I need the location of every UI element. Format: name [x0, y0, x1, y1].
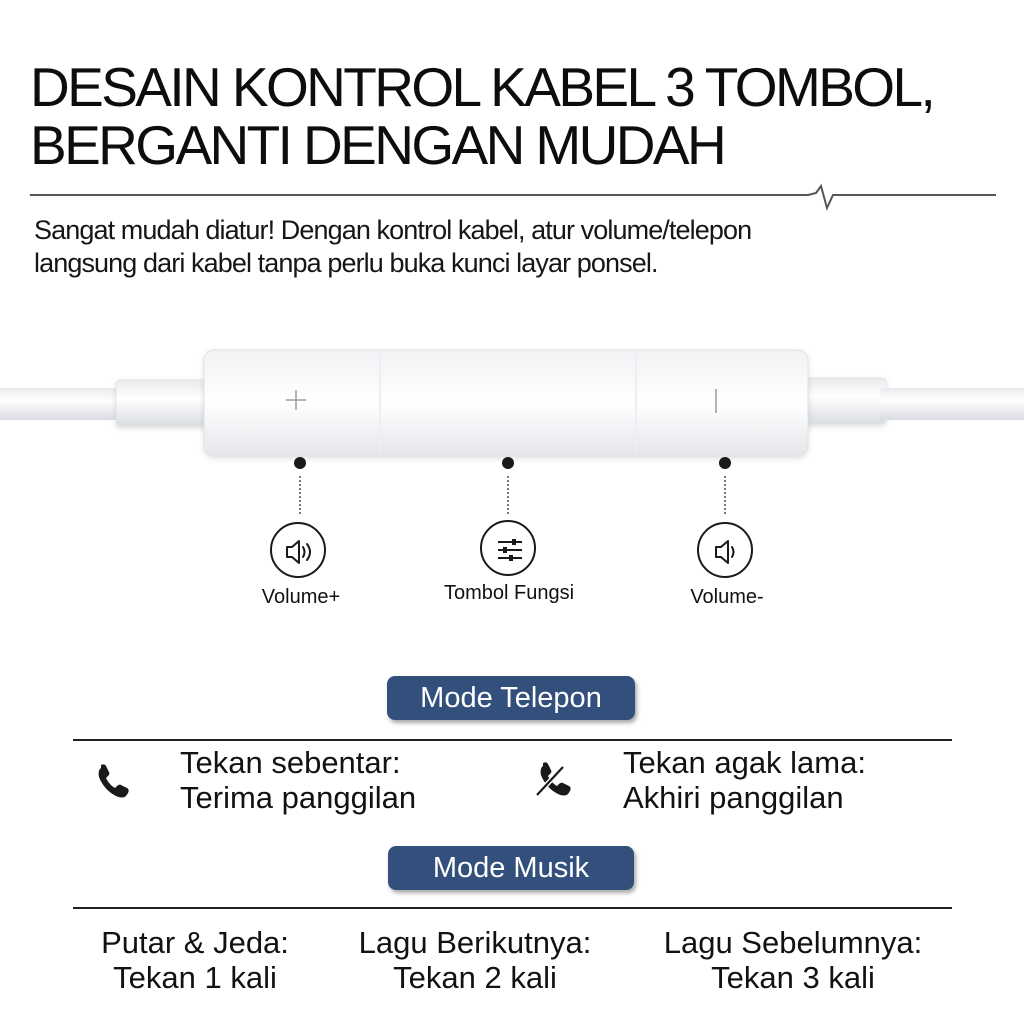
music-mode-divider [73, 907, 952, 909]
pointer-line-volume-down [724, 476, 728, 514]
music-prev-track-line-1: Lagu Sebelumnya: [663, 925, 923, 960]
music-next-track-line-1: Lagu Berikutnya: [358, 925, 592, 960]
label-volume-up: Volume+ [261, 586, 341, 608]
phone-mode-title: Mode Telepon [387, 676, 635, 720]
page-title [30, 58, 1010, 174]
phone-short-press-line-1: Tekan sebentar: [180, 745, 401, 780]
cable-remote-illustration [0, 340, 1024, 470]
music-mode-title: Mode Musik [388, 846, 634, 890]
title-line-1: DESAIN KONTROL KABEL 3 TOMBOL, [30, 56, 934, 118]
music-play-pause-text [60, 925, 330, 995]
phone-icon [92, 760, 132, 800]
label-function-button: Tombol Fungsi [443, 582, 575, 604]
pointer-dot-volume-up [294, 457, 306, 469]
music-next-track-line-2: Tekan 2 kali [393, 960, 557, 995]
phone-long-press-text [623, 745, 866, 815]
phone-hangup-icon [533, 757, 577, 801]
phone-mode-divider [73, 739, 952, 741]
pointer-dot-volume-down [719, 457, 731, 469]
music-play-pause-line-1: Putar & Jeda: [101, 925, 289, 960]
pointer-dot-function [502, 457, 514, 469]
music-play-pause-line-2: Tekan 1 kali [113, 960, 277, 995]
volume-down-icon [697, 522, 753, 578]
phone-long-press-line-1: Tekan agak lama: [623, 745, 866, 780]
music-next-track-text [335, 925, 615, 995]
sliders-icon [480, 520, 536, 576]
music-prev-track-text [640, 925, 946, 995]
intro-line-1: Sangat mudah diatur! Dengan kontrol kabel, atur volume/telepon [34, 215, 752, 245]
volume-up-icon [270, 522, 326, 578]
music-prev-track-line-2: Tekan 3 kali [711, 960, 875, 995]
intro-line-2: langsung dari kabel tanpa perlu buka kunci layar ponsel. [34, 248, 658, 278]
intro-text [34, 214, 994, 280]
pointer-line-function [507, 476, 511, 514]
title-line-2: BERGANTI DENGAN MUDAH [30, 114, 725, 176]
pointer-line-volume-up [299, 476, 303, 514]
phone-short-press-text [180, 745, 416, 815]
phone-short-press-line-2: Terima panggilan [180, 780, 417, 815]
phone-long-press-line-2: Akhiri panggilan [623, 780, 844, 815]
label-volume-down: Volume- [690, 586, 764, 608]
divider-pulse-line [30, 180, 996, 214]
